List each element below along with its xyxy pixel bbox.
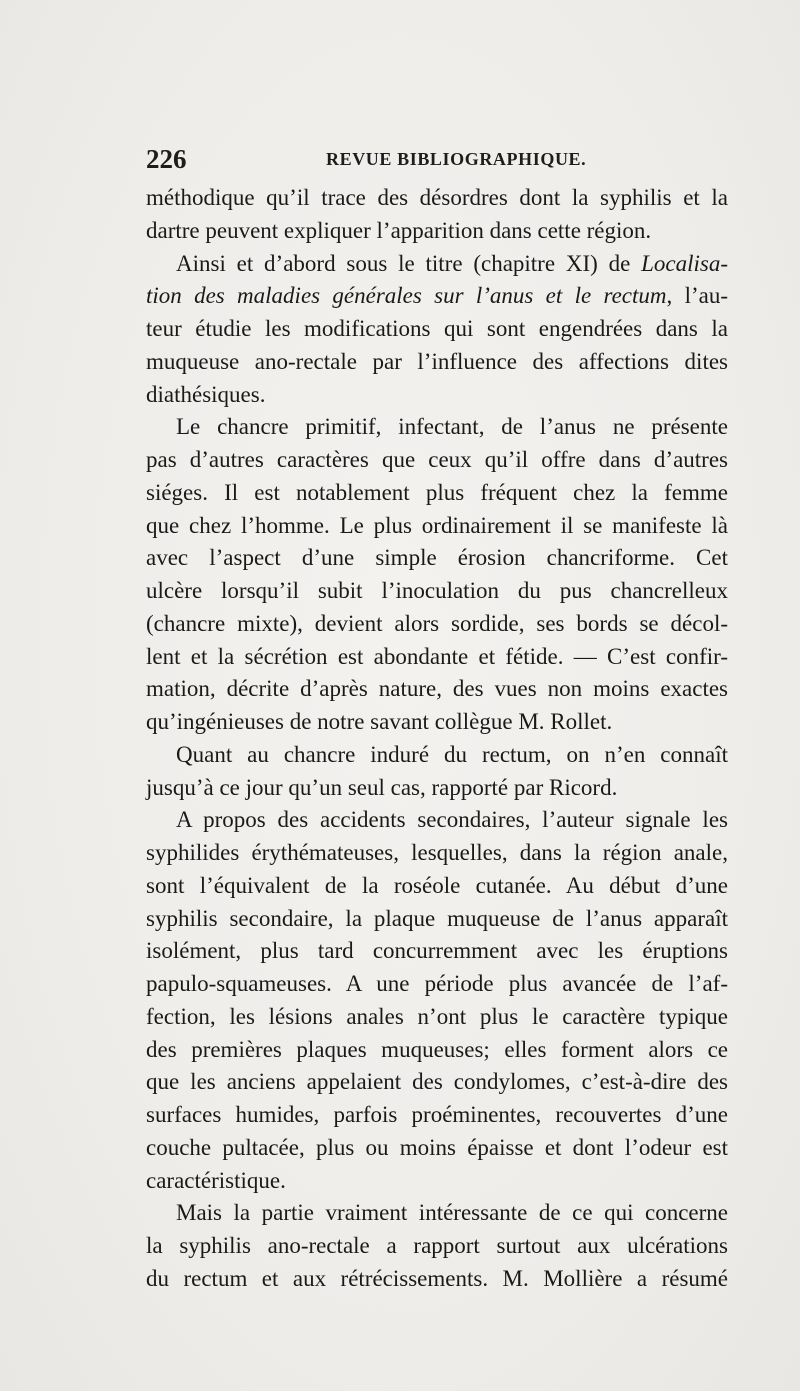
text-line — [146, 248, 728, 281]
text-line: méthodique qu’il trace des désordres dont la syphilis et la — [146, 185, 728, 210]
text-line: papulo-squameuses. A une période plus avancée de l’af- — [146, 971, 728, 996]
text-line: siéges. Il est notablement plus fréquent chez la femme — [146, 479, 728, 505]
text-line: sont l’équivalent de la roséole cutanée. Au début d’une — [146, 872, 728, 898]
text-line: que les anciens appelaient des condylomes, c’est-à-dire des — [146, 1069, 728, 1095]
text-line: (chancre mixte), devient alors sordide, ses bords se décol- — [146, 610, 728, 636]
text-line: syphilides érythémateuses, lesquelles, dans la région anale, — [146, 840, 728, 865]
text-line — [146, 280, 728, 313]
text-line: pas d’autres caractères que ceux qu’il offre dans d’autres — [146, 447, 728, 472]
text-line: avec l’aspect d’une simple érosion chancriforme. Cet — [146, 545, 728, 571]
text-line: jusqu’à ce jour qu’un seul cas, rapporté par Ricord. — [146, 774, 618, 800]
text-line: couche pultacée, plus ou moins épaisse et dont l’odeur est — [146, 1134, 728, 1160]
text-line: la syphilis ano-rectale a rapport surtout aux ulcérations — [146, 1233, 728, 1258]
text-line: caractéristique. — [146, 1167, 286, 1193]
text-line: fection, les lésions anales n’ont plus le caractère typique — [146, 1003, 728, 1029]
text-line: qu’ingénieuses de notre savant collègue M. Rollet. — [146, 709, 613, 734]
italic-title: tion des maladies générales sur l’anus et le rectum — [146, 283, 667, 309]
text-line: Quant au chancre induré du rectum, on n’en connaît — [176, 741, 728, 767]
text-line: teur étudie les modifications qui sont engendrées dans la — [146, 316, 728, 341]
page-header — [146, 144, 728, 174]
text-line: isolément, plus tard concurremment avec les éruptions — [146, 938, 728, 964]
text-line: des premières plaques muqueuses; elles forment alors ce — [146, 1036, 728, 1062]
text-line: muqueuse ano-rectale par l’influence des affections dites — [146, 348, 728, 374]
text-line: du rectum et aux rétrécissements. M. Mollière a résumé — [146, 1265, 728, 1291]
text-line: surfaces humides, parfois proéminentes, recouvertes d’une — [146, 1102, 728, 1127]
text-line: diathésiques. — [146, 381, 266, 407]
text-line: A propos des accidents secondaires, l’auteur signale les — [176, 807, 728, 833]
page-number: 226 — [146, 144, 187, 174]
text-line: que chez l’homme. Le plus ordinairement il se manifeste là — [146, 512, 728, 538]
running-head: REVUE BIBLIOGRAPHIQUE. — [326, 149, 587, 169]
text-line: dartre peuvent expliquer l’apparition dans cette région. — [146, 217, 652, 243]
text-line: Mais la partie vraiment intéressante de ce qui concerne — [176, 1200, 728, 1226]
body-text — [146, 182, 728, 1296]
text-line: lent et la sécrétion est abondante et fétide. — C’est confir- — [146, 643, 728, 669]
text-segment: , l’au- — [666, 283, 728, 309]
text-line: Le chancre primitif, infectant, de l’anus ne présente — [176, 414, 728, 440]
text-line: ulcère lorsqu’il subit l’inoculation du pus chancrelleux — [146, 578, 728, 603]
text-segment: Ainsi et d’abord sous le titre (chapitre XI) de — [176, 250, 642, 276]
text-line: mation, décrite d’après nature, des vues non moins exactes — [146, 676, 728, 702]
italic-title: Localisa- — [641, 250, 728, 276]
text-line: syphilis secondaire, la plaque muqueuse de l’anus apparaît — [146, 905, 728, 931]
